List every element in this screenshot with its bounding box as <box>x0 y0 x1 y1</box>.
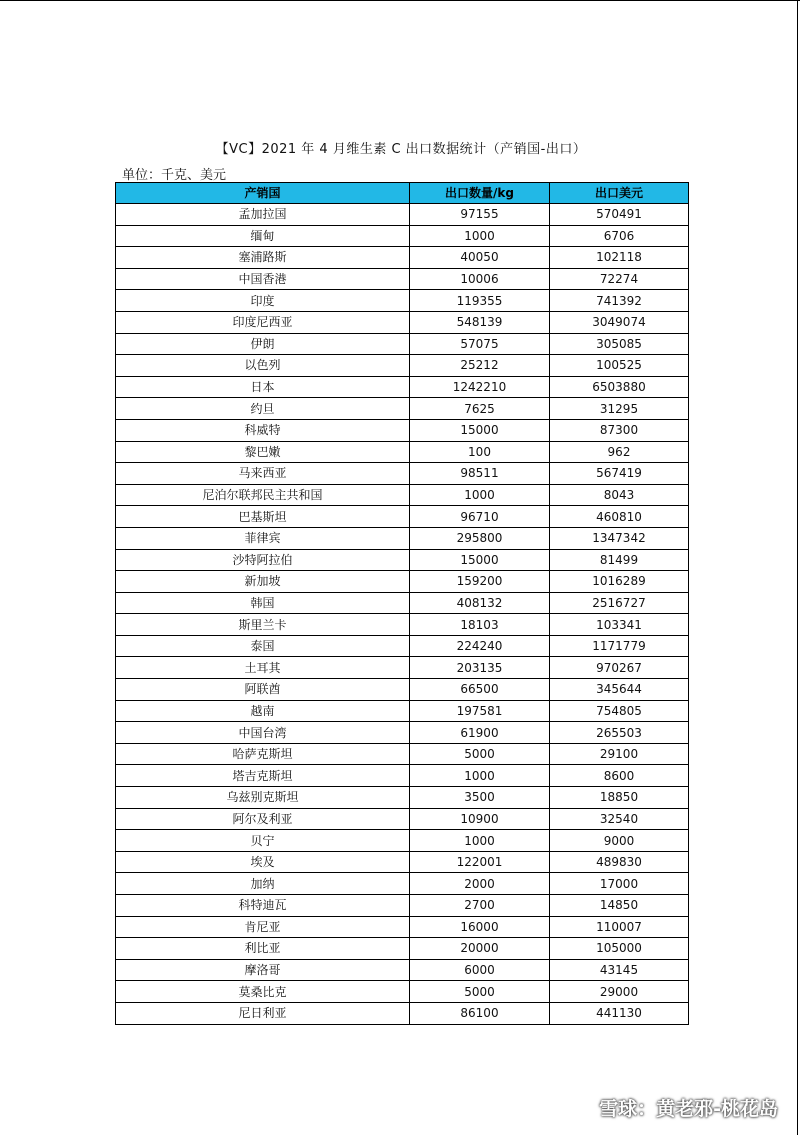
cell-usd: 9000 <box>550 830 689 852</box>
table-row <box>116 981 689 1003</box>
export-data-table <box>115 182 689 1025</box>
table-row <box>116 419 689 441</box>
cell-quantity: 97155 <box>410 204 550 226</box>
cell-country: 塞浦路斯 <box>116 247 410 269</box>
table-row <box>116 225 689 247</box>
cell-country: 中国香港 <box>116 268 410 290</box>
cell-quantity: 5000 <box>410 743 550 765</box>
cell-country: 中国台湾 <box>116 722 410 744</box>
table-row <box>116 700 689 722</box>
table-row <box>116 765 689 787</box>
cell-country: 加纳 <box>116 873 410 895</box>
table-row <box>116 808 689 830</box>
cell-usd: 1016289 <box>550 571 689 593</box>
table-row <box>116 830 689 852</box>
table-row <box>116 463 689 485</box>
cell-country: 乌兹别克斯坦 <box>116 787 410 809</box>
table-row <box>116 398 689 420</box>
cell-usd: 81499 <box>550 549 689 571</box>
cell-quantity: 3500 <box>410 787 550 809</box>
cell-quantity: 548139 <box>410 311 550 333</box>
cell-usd: 1171779 <box>550 635 689 657</box>
cell-quantity: 408132 <box>410 592 550 614</box>
cell-quantity: 1000 <box>410 484 550 506</box>
cell-quantity: 203135 <box>410 657 550 679</box>
page-right-border <box>797 0 798 1135</box>
cell-quantity: 98511 <box>410 463 550 485</box>
cell-usd: 31295 <box>550 398 689 420</box>
table-row <box>116 527 689 549</box>
cell-country: 新加坡 <box>116 571 410 593</box>
cell-quantity: 57075 <box>410 333 550 355</box>
cell-quantity: 10900 <box>410 808 550 830</box>
table-row <box>116 204 689 226</box>
table-row <box>116 290 689 312</box>
cell-usd: 8600 <box>550 765 689 787</box>
cell-country: 尼泊尔联邦民主共和国 <box>116 484 410 506</box>
table-row <box>116 851 689 873</box>
cell-usd: 489830 <box>550 851 689 873</box>
cell-quantity: 159200 <box>410 571 550 593</box>
cell-usd: 103341 <box>550 614 689 636</box>
cell-country: 黎巴嫩 <box>116 441 410 463</box>
table-row <box>116 549 689 571</box>
cell-usd: 441130 <box>550 1002 689 1024</box>
table-row <box>116 268 689 290</box>
table-row <box>116 506 689 528</box>
cell-usd: 29000 <box>550 981 689 1003</box>
cell-country: 沙特阿拉伯 <box>116 549 410 571</box>
cell-usd: 105000 <box>550 938 689 960</box>
cell-usd: 14850 <box>550 895 689 917</box>
cell-country: 日本 <box>116 376 410 398</box>
table-row <box>116 722 689 744</box>
cell-quantity: 10006 <box>410 268 550 290</box>
cell-usd: 32540 <box>550 808 689 830</box>
table-row <box>116 895 689 917</box>
snowball-logo-icon <box>571 1097 593 1119</box>
cell-usd: 741392 <box>550 290 689 312</box>
table-row <box>116 571 689 593</box>
table-row <box>116 614 689 636</box>
cell-usd: 567419 <box>550 463 689 485</box>
cell-usd: 970267 <box>550 657 689 679</box>
page-top-border <box>0 0 800 1</box>
cell-quantity: 7625 <box>410 398 550 420</box>
cell-quantity: 119355 <box>410 290 550 312</box>
cell-country: 阿联酋 <box>116 679 410 701</box>
cell-country: 约旦 <box>116 398 410 420</box>
document-title: 【VC】2021 年 4 月维生素 C 出口数据统计（产销国-出口） <box>215 142 587 157</box>
cell-country: 印度 <box>116 290 410 312</box>
cell-usd: 18850 <box>550 787 689 809</box>
cell-quantity: 66500 <box>410 679 550 701</box>
cell-country: 泰国 <box>116 635 410 657</box>
table-row <box>116 679 689 701</box>
cell-quantity: 15000 <box>410 419 550 441</box>
table-row <box>116 247 689 269</box>
table-row <box>116 873 689 895</box>
cell-quantity: 18103 <box>410 614 550 636</box>
table-header-row <box>116 183 689 204</box>
watermark <box>571 1094 778 1121</box>
cell-country: 埃及 <box>116 851 410 873</box>
cell-quantity: 2700 <box>410 895 550 917</box>
cell-quantity: 1000 <box>410 225 550 247</box>
cell-usd: 345644 <box>550 679 689 701</box>
cell-usd: 6706 <box>550 225 689 247</box>
cell-usd: 17000 <box>550 873 689 895</box>
cell-quantity: 224240 <box>410 635 550 657</box>
cell-quantity: 5000 <box>410 981 550 1003</box>
table-row <box>116 592 689 614</box>
cell-quantity: 40050 <box>410 247 550 269</box>
cell-usd: 460810 <box>550 506 689 528</box>
cell-country: 尼日利亚 <box>116 1002 410 1024</box>
cell-quantity: 6000 <box>410 959 550 981</box>
table-row <box>116 916 689 938</box>
cell-usd: 2516727 <box>550 592 689 614</box>
table-row <box>116 333 689 355</box>
cell-country: 摩洛哥 <box>116 959 410 981</box>
cell-country: 缅甸 <box>116 225 410 247</box>
table-row <box>116 959 689 981</box>
table-row <box>116 635 689 657</box>
cell-quantity: 16000 <box>410 916 550 938</box>
table-row <box>116 311 689 333</box>
cell-country: 莫桑比克 <box>116 981 410 1003</box>
cell-country: 孟加拉国 <box>116 204 410 226</box>
table-row <box>116 743 689 765</box>
cell-usd: 72274 <box>550 268 689 290</box>
cell-country: 阿尔及利亚 <box>116 808 410 830</box>
cell-country: 利比亚 <box>116 938 410 960</box>
cell-usd: 110007 <box>550 916 689 938</box>
cell-usd: 6503880 <box>550 376 689 398</box>
cell-usd: 754805 <box>550 700 689 722</box>
header-country: 产销国 <box>116 183 410 204</box>
cell-usd: 1347342 <box>550 527 689 549</box>
cell-country: 韩国 <box>116 592 410 614</box>
table-row <box>116 376 689 398</box>
table-row <box>116 355 689 377</box>
table-row <box>116 484 689 506</box>
cell-quantity: 197581 <box>410 700 550 722</box>
cell-quantity: 1000 <box>410 830 550 852</box>
unit-label: 单位：千克、美元 <box>122 168 227 183</box>
cell-quantity: 61900 <box>410 722 550 744</box>
cell-country: 塔吉克斯坦 <box>116 765 410 787</box>
header-quantity: 出口数量/kg <box>410 183 550 204</box>
cell-country: 肯尼亚 <box>116 916 410 938</box>
cell-country: 伊朗 <box>116 333 410 355</box>
cell-country: 科威特 <box>116 419 410 441</box>
cell-country: 斯里兰卡 <box>116 614 410 636</box>
cell-country: 印度尼西亚 <box>116 311 410 333</box>
table-row <box>116 657 689 679</box>
cell-usd: 570491 <box>550 204 689 226</box>
cell-country: 巴基斯坦 <box>116 506 410 528</box>
table-row <box>116 787 689 809</box>
cell-usd: 102118 <box>550 247 689 269</box>
cell-country: 土耳其 <box>116 657 410 679</box>
cell-quantity: 100 <box>410 441 550 463</box>
table-row <box>116 938 689 960</box>
cell-usd: 43145 <box>550 959 689 981</box>
cell-country: 哈萨克斯坦 <box>116 743 410 765</box>
cell-quantity: 1242210 <box>410 376 550 398</box>
cell-quantity: 2000 <box>410 873 550 895</box>
cell-usd: 962 <box>550 441 689 463</box>
cell-usd: 87300 <box>550 419 689 441</box>
table-row <box>116 441 689 463</box>
cell-quantity: 1000 <box>410 765 550 787</box>
cell-country: 马来西亚 <box>116 463 410 485</box>
cell-country: 科特迪瓦 <box>116 895 410 917</box>
cell-usd: 3049074 <box>550 311 689 333</box>
table-row <box>116 1002 689 1024</box>
cell-usd: 100525 <box>550 355 689 377</box>
cell-quantity: 15000 <box>410 549 550 571</box>
cell-country: 贝宁 <box>116 830 410 852</box>
cell-quantity: 96710 <box>410 506 550 528</box>
cell-usd: 8043 <box>550 484 689 506</box>
cell-quantity: 122001 <box>410 851 550 873</box>
cell-country: 以色列 <box>116 355 410 377</box>
cell-usd: 265503 <box>550 722 689 744</box>
cell-quantity: 20000 <box>410 938 550 960</box>
header-usd: 出口美元 <box>550 183 689 204</box>
cell-quantity: 25212 <box>410 355 550 377</box>
table-body <box>116 204 689 1025</box>
watermark-text: 雪球：黄老邪-桃花岛 <box>599 1098 778 1120</box>
cell-usd: 305085 <box>550 333 689 355</box>
cell-country: 菲律宾 <box>116 527 410 549</box>
cell-usd: 29100 <box>550 743 689 765</box>
cell-country: 越南 <box>116 700 410 722</box>
cell-quantity: 295800 <box>410 527 550 549</box>
cell-quantity: 86100 <box>410 1002 550 1024</box>
